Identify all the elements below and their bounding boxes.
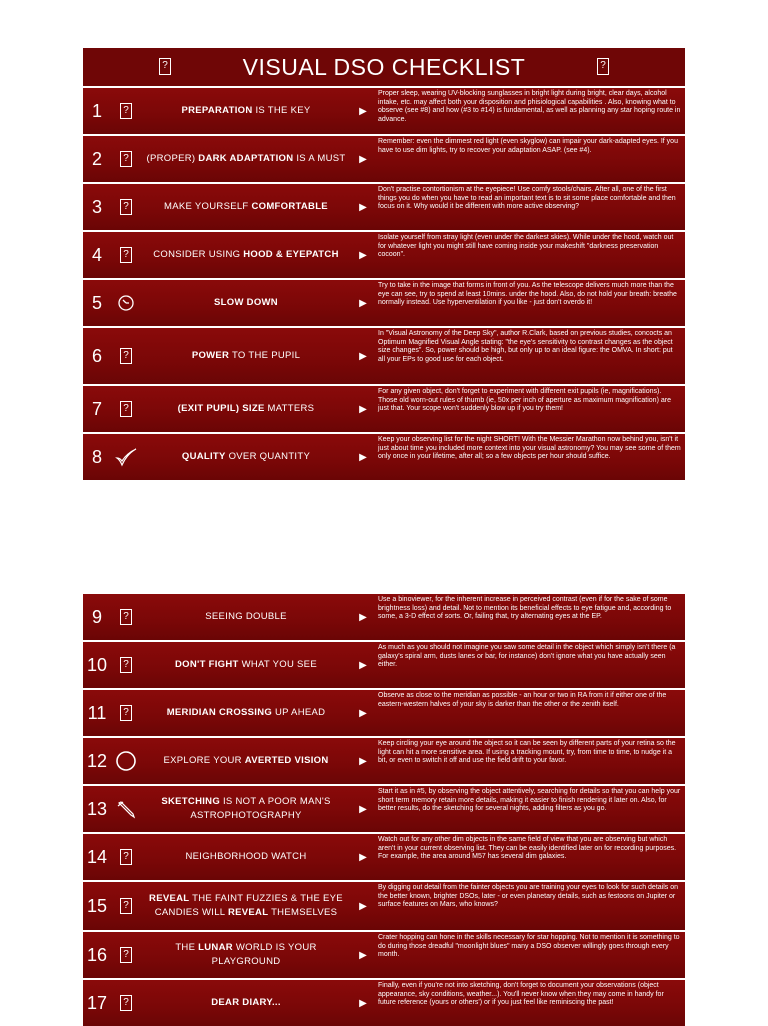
label-emphasis: SLOW DOWN [214,297,278,308]
label-emphasis: DON'T FIGHT [175,659,239,670]
title-bar [83,48,685,86]
item-label [141,328,351,384]
placeholder-icon: ? [111,980,141,1026]
arrow-right-icon: ▶ [359,249,367,261]
item-description: By digging out detail from the fainter objects you are training your eyes to look for such details on the better known, brighter DSOs, later - or even planetary details, such as festoons on Jupiter or surface features on Mars, who knows? [378,884,679,909]
arrow-right-icon: ▶ [359,997,367,1009]
label-text: MAKE YOURSELF [164,201,252,212]
label-emphasis: REVEAL [149,893,190,904]
item-description: Remember: even the dimmest red light (even skyglow) can impair your dark-adapted eyes. If you have to use dim lights, try to recover your adaptation ASAP. (see #4). [378,138,678,154]
label-text: EXPLORE YOUR [163,755,245,766]
page-title: VISUAL DSO CHECKLIST [242,53,526,80]
checklist-row [83,784,685,832]
checklist-row [83,278,685,326]
item-number: 4 [91,244,102,265]
label-emphasis: DARK ADAPTATION [198,153,294,164]
item-number: 7 [91,398,102,419]
item-description: For any given object, don't forget to experiment with different exit pupils (ie, magnifications). Those old worn-out rules of thumb (ie, 50x per inch of aperture as maximum magnification) are just that. Your scope won't suddenly blow up if you try them! [378,388,671,413]
item-label [141,232,351,278]
item-number: 10 [86,654,108,675]
item-label [141,136,351,182]
item-number: 11 [87,702,107,723]
label-text: IS A MUST [293,153,346,164]
item-label [141,594,351,640]
checklist-row [83,930,685,978]
placeholder-icon: ? [111,642,141,688]
checklist-row [83,326,685,384]
label-text: SEEING DOUBLE [205,611,287,622]
item-label [141,88,351,134]
item-number: 13 [86,798,108,819]
clock-icon [111,280,141,326]
placeholder-icon: ? [111,690,141,736]
item-label [141,932,351,978]
label-text: OVER QUANTITY [225,451,311,462]
item-number: 15 [86,895,108,916]
arrow-right-icon: ▶ [359,105,367,117]
circle-icon [111,738,141,784]
label-emphasis: PREPARATION [181,105,253,116]
label-text: NEIGHBORHOOD WATCH [185,851,307,862]
checklist-row [83,86,685,134]
checklist-row [83,384,685,432]
placeholder-icon: ? [111,232,141,278]
item-number: 6 [91,345,102,366]
arrow-right-icon: ▶ [359,707,367,719]
label-emphasis: DEAR DIARY... [211,997,281,1008]
checklist-row [83,736,685,784]
arrow-right-icon: ▶ [359,451,367,463]
item-number: 2 [91,148,102,169]
label-text: THE [175,942,199,953]
item-description: As much as you should not imagine you saw some detail in the object which simply isn't there (a galaxy's spiral arm, dusts lanes or bar, for instance) don't ignore what you have actually seen either. [378,644,676,669]
item-label [141,786,351,832]
item-label [141,690,351,736]
item-label [141,882,351,930]
label-emphasis: AVERTED VISION [244,755,329,766]
checklist-top [83,48,685,480]
arrow-right-icon: ▶ [359,851,367,863]
item-description: Crater hopping can hone in the skills necessary for star hopping. Not to mention it is something to do during those dreadful "moonlight blues" many a DSO observer willingly goes through every month. [378,934,680,959]
label-text: TO THE PUPIL [229,350,301,361]
item-description: Isolate yourself from stray light (even under the darkest skies). While under the hood, watch out for whatever light you might still have coming inside your makeshift "darkness preservation cocoon". [378,234,674,259]
placeholder-icon: ? [111,184,141,230]
arrow-right-icon: ▶ [359,297,367,309]
item-number: 12 [86,750,108,771]
checklist-row [83,688,685,736]
item-number: 16 [86,944,108,965]
arrow-right-icon: ▶ [359,755,367,767]
item-label [141,980,351,1026]
item-number: 9 [91,606,102,627]
label-emphasis: COMFORTABLE [251,201,328,212]
item-label [141,642,351,688]
label-emphasis: SKETCHING [161,796,221,807]
label-text: THE FAINT FUZZIES & THE EYE CANDIES WILL [154,893,343,918]
item-description: Proper sleep, wearing UV-blocking sunglasses in bright light during bright, clear days, alcohol intake, etc. may affect both your disposition and phisiological capabilities . Also, knowing what to observe (see #8) and how (#3 to #14) is fundamental, as well as planning any star hoping route in advance. [378,90,681,123]
label-emphasis: REVEAL [227,907,269,918]
placeholder-icon-right: ? [597,58,609,75]
arrow-right-icon: ▶ [359,403,367,415]
checklist-row [83,182,685,230]
item-description: Observe as close to the meridian as possible - an hour or two in RA from it if either one of the eastern-western halves of your sky is darker than the other or the zenith itself. [378,692,667,708]
label-emphasis: POWER [191,350,230,361]
arrow-right-icon: ▶ [359,659,367,671]
item-description: Watch out for any other dim objects in the same field of view that you are observing but which aren't in your current observing list. They can be easily identified later on for recording purposes. For example, the area around M57 has several dim galaxies. [378,836,677,861]
pencil-icon [111,786,141,832]
arrow-right-icon: ▶ [359,803,367,815]
item-description: Keep your observing list for the night SHORT! With the Messier Marathon now behind you, isn't it just about time you included more context into your visual astronomy? You may see some of them only once in your lifetime, after all; so a few objects per hour should suffice. [378,436,681,461]
label-emphasis: MERIDIAN CROSSING [166,707,273,718]
item-label [141,280,351,326]
label-emphasis: (EXIT PUPIL) SIZE [177,403,265,414]
item-number: 1 [91,100,102,121]
checklist-row [83,230,685,278]
label-emphasis: LUNAR [198,942,233,953]
checklist-row [83,832,685,880]
checklist-row [83,640,685,688]
label-text: IS THE KEY [252,105,311,116]
placeholder-icon: ? [111,594,141,640]
label-text: WHAT YOU SEE [238,659,317,670]
placeholder-icon: ? [111,136,141,182]
label-text: IS NOT A POOR MAN'S ASTROPHOTOGRAPHY [190,796,331,821]
item-description: Start it as in #5, by observing the object attentively, searching for details so that you can help your short term memory retain more details, making it easier to finish rendering it later on. Also, for better results, do the sketching for several nights, adding filters as you go. [378,788,681,813]
label-emphasis: QUALITY [181,451,226,462]
checklist-row [83,432,685,480]
arrow-right-icon: ▶ [359,949,367,961]
item-description: Finally, even if you're not into sketching, don't forget to document your observations (object appearance, sky conditions, weather...). You'll never know when they may come in handy for future reference (yours or others') or if you just feel like reminiscing the past! [378,982,664,1007]
item-label [141,738,351,784]
item-description: Use a binoviewer, for the inherent increase in perceived contrast (even if for the sake of some brightness loss) and detail. Not to mention its beneficial effects to eye fatigue and, according to some, a 3-D effect of sorts. Or, failing that, try alternating eyes at the EP. [378,596,672,621]
placeholder-icon: ? [111,88,141,134]
label-text: THEMSELVES [268,907,338,918]
item-description: Keep circling your eye around the object so it can be seen by different parts of your retina so the light can hit a more sensitive area. If using a tracking mount, try, from time to time, to nudge it a bit, or even to switch it off and use the field drift to your favor. [378,740,676,765]
item-number: 8 [91,446,102,467]
checkmark-icon [111,434,141,480]
checklist-row [83,134,685,182]
item-label [141,386,351,432]
label-emphasis: HOOD & EYEPATCH [243,249,339,260]
placeholder-icon: ? [111,882,141,930]
item-number: 14 [86,846,108,867]
arrow-right-icon: ▶ [359,611,367,623]
arrow-right-icon: ▶ [359,153,367,165]
arrow-right-icon: ▶ [359,201,367,213]
placeholder-icon-left: ? [159,58,171,75]
label-text: UP AHEAD [272,707,326,718]
item-label [141,184,351,230]
placeholder-icon: ? [111,834,141,880]
checklist-bottom [83,592,685,1026]
item-label [141,834,351,880]
placeholder-icon: ? [111,932,141,978]
placeholder-icon: ? [111,386,141,432]
arrow-right-icon: ▶ [359,350,367,362]
item-label [141,434,351,480]
label-text: CONSIDER USING [153,249,244,260]
item-number: 17 [86,992,108,1013]
label-text: WORLD IS YOUR PLAYGROUND [211,942,317,967]
arrow-right-icon: ▶ [359,900,367,912]
item-number: 5 [91,292,102,313]
item-description: Don't practise contortionism at the eyepiece! Use comfy stools/chairs. After all, one of the first things you do when you have to read an important text is to sit some place comfortable and then focus on it. Why would it be different with more active observing? [378,186,676,211]
checklist-row [83,978,685,1026]
label-text: (PROPER) [146,153,199,164]
checklist-row [83,592,685,640]
placeholder-icon: ? [111,328,141,384]
label-text: MATTERS [264,403,315,414]
item-number: 3 [91,196,102,217]
item-description: In "Visual Astronomy of the Deep Sky", author R.Clark, based on previous studies, concocts an Optimum Magnified Visual Angle stating: "the eye's sensitivity to contrast changes as the object size changes". So, power should be high, but only up to an ideal figure: the OMVA. In short: put all your EPs to good use for each object. [378,330,673,363]
checklist-row [83,880,685,930]
item-description: Try to take in the image that forms in front of you. As the telescope delivers much more than the eye can see, try to spend at least 10mins. under the hood. Also, do not hold your breath: breathe normally instead. Use hyperventilation if you like - just don't overdo it! [378,282,677,307]
